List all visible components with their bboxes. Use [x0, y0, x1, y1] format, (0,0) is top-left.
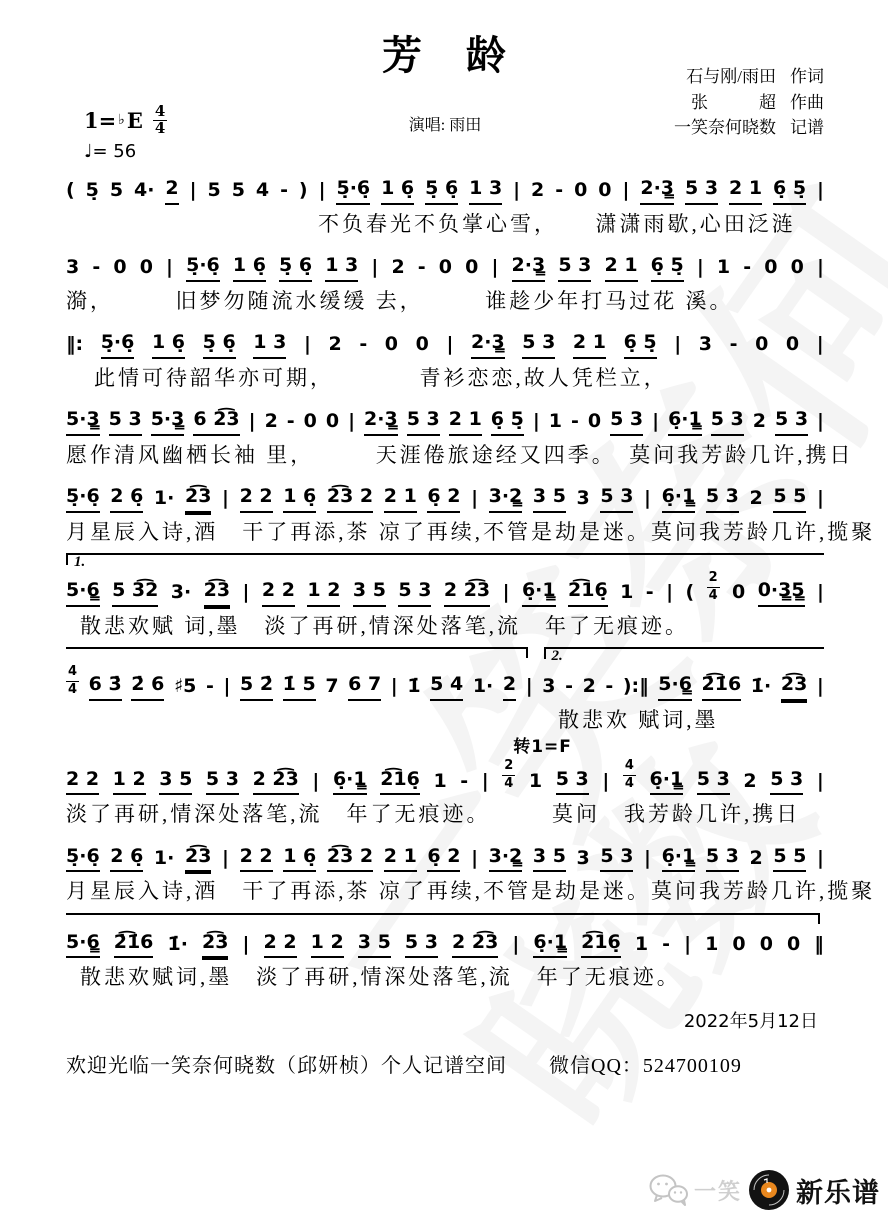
note-token: 6̣·1̳ — [522, 578, 556, 607]
lyrics-line: 淡了再研,情深处落笔,流 年了无痕迹。 莫问 我芳龄几许,携日 — [66, 802, 801, 827]
note-token: 0 — [303, 410, 317, 433]
barline: | — [644, 846, 651, 869]
barline: ‖: — [66, 333, 84, 356]
note-token: 5 3 — [711, 407, 744, 436]
note-token: 0·3̳5̳ — [758, 578, 805, 607]
note-token: 1 — [433, 769, 447, 792]
note-token: 5̣·6̣ — [101, 330, 135, 359]
note-token: 5 5 — [773, 484, 806, 513]
barline: | — [684, 932, 692, 955]
note-token: 2·3̳ — [471, 330, 505, 359]
note-token: 6̣ 5̣ — [491, 407, 524, 436]
note-token: 6̣ 5̣ — [651, 253, 684, 282]
barline: | — [817, 179, 824, 201]
note-token: ) — [298, 179, 308, 201]
volta-annotation — [66, 913, 820, 924]
note-token: 2 — [165, 176, 178, 205]
vinyl-record-icon — [747, 1168, 791, 1212]
note-token: 5̣·6̣ — [66, 844, 100, 873]
note-token: 2͡3 — [185, 484, 211, 513]
note-token: 6̣·1̳ — [668, 407, 702, 436]
barline: | — [242, 932, 250, 955]
lyrics-line: 月星辰入诗,酒 干了再添,茶 凉了再续,不管是劫是迷。莫问我芳龄几许,揽聚 — [66, 879, 876, 904]
barline: | — [348, 410, 356, 433]
note-token: 5 3 — [706, 484, 739, 513]
barline: | — [817, 410, 824, 433]
note-token: 5 — [109, 179, 124, 201]
note-token: 2 1 — [605, 253, 638, 282]
transcription-date: 2022年5月12日 — [683, 1010, 818, 1032]
barline: | — [816, 256, 824, 279]
note-token: 3 — [576, 487, 590, 510]
note-token: 5·6̳ — [66, 578, 100, 607]
lyrics-line: 漪， 旧梦勿随流水缓缓 去， 谁趁少年打马过花 溪。 — [66, 288, 734, 313]
note-token: 3· — [170, 581, 192, 604]
note-token: 1 2 — [113, 767, 146, 796]
note-token: 2 — [743, 769, 757, 792]
barline: | — [471, 846, 479, 869]
note-token: 2 — [328, 333, 342, 356]
barline: | — [602, 769, 610, 792]
note-token: 3 5 — [159, 767, 192, 796]
note-token: 2 2 — [264, 930, 297, 959]
note-token: 1̇· — [167, 932, 188, 955]
lyrics-line: 散悲欢赋词,墨 淡了再研,情深处落笔,流 年了无痕迹。 — [80, 965, 681, 990]
note-token: 2̇ 6 — [131, 672, 164, 701]
note-token: 2͡3 2 — [327, 484, 373, 513]
barline: | — [666, 581, 674, 604]
barline: | — [817, 581, 824, 604]
key-signature: 1= ♭ E $\frac{4}{4}$ — [84, 102, 166, 137]
note-token: - — [280, 179, 288, 201]
barline: | — [189, 179, 197, 201]
note-token: 5 3 — [556, 767, 589, 796]
key-note: E — [126, 107, 143, 133]
note-token: 5̣ 6̣ — [279, 253, 312, 282]
notation-line — [66, 330, 824, 359]
note-token: 2 2 — [240, 844, 273, 873]
note-token: 0 — [113, 256, 127, 279]
note-token: 2͡3 — [185, 844, 211, 873]
note-token: 5 3 — [109, 407, 142, 436]
note-token: 2 — [391, 256, 405, 279]
note-token: 6̣ 5̣ — [624, 330, 657, 359]
note-token: - — [359, 333, 368, 356]
publisher-logo — [647, 1168, 880, 1212]
note-token: 1· — [153, 487, 175, 510]
note-token: 3 5 — [533, 484, 566, 513]
tempo-marking: ♩= 56 — [84, 140, 137, 162]
note-token: 5 5 — [773, 844, 806, 873]
composer-role: 作曲 — [790, 92, 824, 112]
notation-line — [66, 758, 824, 795]
note-token: 5 3 — [610, 407, 643, 436]
note-token: - — [460, 769, 469, 792]
note-token: 3 — [698, 333, 713, 356]
volta-annotation — [66, 647, 528, 658]
volta-number: 2. — [551, 648, 563, 665]
note-token: 5 3͡2 — [112, 578, 158, 607]
note-token: 2 1 — [729, 176, 762, 205]
note-token: 2 6̣ — [110, 484, 143, 513]
note-token: 6̣ 5̣ — [773, 176, 806, 205]
note-token: 3 — [542, 675, 556, 698]
note-token: 6 2͡3 — [193, 407, 239, 436]
note-token: - — [605, 675, 614, 698]
note-token: 5 — [207, 179, 221, 201]
note-token: 1 3 — [325, 253, 358, 282]
note-token: 1 2 — [311, 930, 344, 959]
note-token: 2͡16̣ — [380, 767, 420, 796]
note-token: - — [205, 675, 214, 698]
system-1 — [66, 176, 824, 238]
note-token: 2·3̳ — [640, 176, 674, 205]
system-10 — [66, 930, 824, 992]
barline: | — [644, 487, 651, 510]
note-token: 1 6̣ — [233, 253, 266, 282]
note-token: 1 3 — [253, 330, 286, 359]
note-token: 5 3 — [405, 930, 438, 959]
note-token: ♯5 — [173, 675, 197, 698]
note-token: 5 — [231, 179, 245, 201]
note-token: 5 4 — [430, 672, 463, 701]
note-token: 5 3 — [600, 844, 633, 873]
note-token: 0 — [764, 256, 778, 279]
barline: | — [674, 333, 682, 356]
note-token: 3 5 — [533, 844, 566, 873]
note-token: - — [286, 410, 295, 433]
note-token: 1 — [716, 256, 731, 279]
note-token: 1 6̣ — [283, 844, 316, 873]
note-token: ( — [66, 179, 75, 201]
system-3 — [66, 330, 824, 392]
note-token: 1 — [620, 581, 634, 604]
note-token: 1 — [634, 932, 649, 955]
note-token: 0 — [787, 932, 801, 955]
notation-line — [66, 253, 824, 282]
note-token: 1̇· — [750, 675, 772, 698]
inline-time-signature: $\frac{2}{4}$ — [504, 758, 514, 792]
note-token: 5 3 — [697, 767, 730, 796]
note-token: 3 — [576, 846, 590, 869]
lyrics-line: 不负春光不负掌心雪， 潇潇雨歇,心田泛涟 — [318, 211, 796, 236]
barline: | — [816, 675, 824, 698]
note-token: 6̣·1̳ — [662, 484, 696, 513]
note-token: 2 — [749, 487, 763, 510]
notation-line — [66, 844, 824, 873]
note-token: 0 — [438, 256, 453, 279]
barline: | — [816, 487, 824, 510]
barline: | — [622, 179, 630, 201]
note-token: 5 2̇ — [240, 672, 273, 701]
note-token: 5·3̳ — [151, 407, 185, 436]
note-token: 5 3 — [522, 330, 555, 359]
note-token: 1 — [548, 410, 562, 433]
welcome-line: 欢迎光临一笑奈何晓数（邱妍桢）个人记谱空间 微信QQ：524700109 — [66, 1054, 742, 1077]
note-token: 1̇ 5 — [283, 672, 316, 701]
note-token: 2 — [503, 672, 516, 701]
barline: | — [446, 333, 454, 356]
barline: | — [652, 410, 660, 433]
logo-faint-text: 一笑 — [693, 1178, 742, 1204]
notation-line — [66, 176, 824, 205]
note-token: 2̇͡1̇6 — [702, 672, 742, 701]
note-token: 5 3 — [206, 767, 239, 796]
barline: | — [816, 846, 824, 869]
note-token: - — [565, 675, 573, 698]
lyricist-name: 石与刚/雨田 — [686, 67, 776, 86]
time-signature: $\frac{4}{4}$ — [154, 102, 166, 137]
lyrics-line: 月星辰入诗,酒 干了再添,茶 凉了再续,不管是劫是迷。莫问我芳龄几许,揽聚 — [66, 519, 876, 544]
barline: | — [513, 179, 521, 201]
barline: | — [532, 410, 540, 433]
barline: | — [248, 410, 256, 433]
note-token: 5̣ 6̣ — [203, 330, 236, 359]
barline: | — [471, 487, 479, 510]
note-token: 3·2̳ — [489, 844, 523, 873]
note-token: 0 — [759, 932, 773, 955]
transcriber-name: 一笑奈何晓数 — [674, 118, 776, 137]
system-7 — [66, 648, 824, 734]
note-token: 1· — [472, 675, 494, 698]
note-token: 1 2 — [307, 578, 340, 607]
note-token: 2͡3 — [204, 578, 230, 607]
note-token: 5 3 — [407, 407, 440, 436]
note-token: 5̣ 6̣ — [425, 176, 458, 205]
note-token: 2 2 — [66, 767, 99, 796]
note-token: 2·3̳ — [364, 407, 398, 436]
note-token: - — [417, 256, 426, 279]
wechat-icon — [647, 1173, 689, 1207]
brand-name: 新乐谱 — [796, 1177, 880, 1209]
note-token: 5·6̳ — [658, 672, 692, 701]
system-8 — [66, 737, 824, 828]
barline: | — [491, 256, 499, 279]
note-token: 0 — [732, 581, 746, 604]
system-2 — [66, 253, 824, 315]
barline: | — [222, 487, 229, 510]
system-6 — [66, 554, 824, 640]
note-token: 2 2 — [262, 578, 295, 607]
barline: ‖ — [814, 932, 824, 955]
note-token: 6̣ 2 — [427, 844, 460, 873]
barline: | — [222, 846, 229, 869]
note-token: 1 6̣ — [152, 330, 185, 359]
barline: | — [481, 769, 489, 792]
note-token: - — [729, 333, 738, 356]
barline: | — [525, 675, 533, 698]
note-token: 2͡3 2 — [327, 844, 373, 873]
barline: | — [816, 769, 824, 792]
note-token: 0 — [415, 333, 429, 356]
note-token: 2 2͡3 — [452, 930, 498, 959]
notation-line — [66, 570, 824, 607]
note-token: 5̣·6̣ — [186, 253, 220, 282]
note-token: 2͡16̣ — [568, 578, 608, 607]
note-token: 2 6̣ — [110, 844, 143, 873]
barline: | — [312, 769, 320, 792]
notation-line — [66, 930, 824, 959]
lyrics-line: 此情可待韶华亦可期， 青衫恋恋,故人凭栏立， — [94, 365, 668, 390]
note-token: 1 — [705, 932, 719, 955]
key-change-annotation: 转1=F — [513, 737, 572, 758]
note-token: 1 6̣ — [381, 176, 414, 205]
barline: | — [512, 932, 520, 955]
lyrics-line: 散悲欢 赋词,墨 — [558, 708, 719, 733]
note-token: 5 3 — [685, 176, 718, 205]
note-token: - — [743, 256, 752, 279]
inline-time-signature: $\frac{2}{4}$ — [708, 570, 718, 604]
note-token: 0 — [598, 179, 612, 201]
note-token: 2 1 — [573, 330, 606, 359]
note-token: 0 — [325, 410, 340, 433]
barline: | — [223, 675, 231, 698]
note-token: 2 — [582, 675, 596, 698]
note-token: 5 3 — [398, 578, 431, 607]
note-token: 0 — [785, 333, 800, 356]
barline: | — [242, 581, 250, 604]
singer-label: 演唱: 雨田 — [408, 117, 482, 134]
notation-line — [66, 407, 824, 436]
note-token: 2 1 — [449, 407, 482, 436]
note-token: 5 3 — [706, 844, 739, 873]
inline-time-signature: $\frac{4}{4}$ — [624, 758, 634, 792]
composer-name: 张 超 — [691, 92, 776, 112]
barline: | — [696, 256, 704, 279]
note-token: 5·3̳ — [66, 407, 100, 436]
note-token: 0 — [574, 179, 588, 201]
note-token: 1 6̣ — [283, 484, 316, 513]
note-token: 1 3 — [469, 176, 502, 205]
note-token: 3 5 — [353, 578, 386, 607]
volta-annotation — [66, 553, 824, 571]
note-token: 5 3 — [558, 253, 591, 282]
note-token: 0 — [465, 256, 479, 279]
note-token: 6̣ 2 — [427, 484, 460, 513]
note-token: 2͡16̣ — [581, 930, 621, 959]
note-token: 5·6̳ — [66, 930, 100, 959]
volta-annotation — [544, 647, 824, 665]
note-token: 5 3 — [775, 407, 808, 436]
note-token: 6 3̇ — [89, 672, 122, 701]
note-token: 5̣·6̣ — [336, 176, 370, 205]
note-token: 2 2͡3 — [253, 767, 299, 796]
note-token: ( — [685, 581, 695, 604]
note-token: 1 — [528, 769, 543, 792]
barline: | — [816, 333, 824, 356]
note-token: 3 — [66, 256, 80, 279]
note-token: 6̣·1̳ — [662, 844, 696, 873]
note-token: 2 1 — [384, 484, 417, 513]
lyrics-line: 散悲欢赋 词,墨 淡了再研,情深处落笔,流 年了无痕迹。 — [80, 613, 689, 638]
key-prefix: 1= — [84, 107, 117, 133]
note-token: 2̇͡1̇6 — [114, 930, 154, 959]
barline: | — [166, 256, 173, 279]
note-token: 4· — [134, 179, 155, 201]
score-body — [66, 176, 876, 992]
note-token: 2 — [531, 179, 545, 201]
note-token: 0 — [790, 256, 804, 279]
note-token: 3 5 — [358, 930, 391, 959]
note-token: 6̣·1̳ — [533, 930, 567, 959]
inline-time-signature: $\frac{4}{4}$ — [68, 664, 78, 698]
lyricist-credit — [674, 64, 824, 90]
note-token: 1· — [153, 846, 175, 869]
note-token: 3·2̳ — [489, 484, 523, 513]
system-5 — [66, 484, 876, 546]
barline: ):‖ — [622, 675, 649, 698]
barline: | — [318, 179, 326, 201]
note-token: 0 — [732, 932, 746, 955]
note-token: - — [92, 256, 101, 279]
note-token: - — [555, 179, 564, 201]
system-9 — [66, 844, 876, 906]
note-token: 6 7 — [348, 672, 381, 701]
notation-line — [66, 484, 824, 513]
note-token: - — [645, 581, 654, 604]
note-token: 4 — [255, 179, 270, 201]
score-header — [66, 67, 824, 164]
note-token: 0 — [587, 410, 602, 433]
note-token: 2 2 — [240, 484, 273, 513]
system-4 — [66, 407, 854, 469]
note-token: 1̇ — [407, 675, 421, 698]
volta-number: 1. — [74, 554, 86, 571]
note-token: 2͡3 — [781, 672, 807, 701]
note-token: 5̣ — [85, 179, 99, 201]
barline: | — [502, 581, 510, 604]
note-token: 5 3 — [770, 767, 803, 796]
note-token: 2 — [264, 410, 278, 433]
note-token: 2·3̳ — [512, 253, 546, 282]
note-token: 0 — [755, 333, 769, 356]
note-token: 0 — [384, 333, 399, 356]
notation-line — [66, 664, 824, 701]
barline: | — [390, 675, 398, 698]
note-token: 6̣·1̳ — [333, 767, 367, 796]
note-token: 2 — [749, 846, 763, 869]
note-token: 6̣·1̳ — [650, 767, 684, 796]
note-token: 7 — [325, 675, 339, 698]
note-token: 2 — [752, 410, 766, 433]
note-token: 2 1 — [384, 844, 417, 873]
note-token: - — [662, 932, 671, 955]
transcriber-role: 记谱 — [790, 118, 824, 137]
barline: | — [303, 333, 311, 356]
song-title: 芳 龄 — [382, 33, 508, 78]
lyricist-role: 作词 — [790, 67, 824, 86]
lyrics-line: 愿作清风幽栖长袖 里， 天涯倦旅途经又四季。 莫问我芳龄几许,携日 — [66, 442, 854, 467]
note-token: 2͡3 — [202, 930, 228, 959]
barline: | — [371, 256, 379, 279]
note-token: 2 2͡3 — [444, 578, 490, 607]
note-token: 5 3 — [600, 484, 633, 513]
note-token: - — [570, 410, 579, 433]
note-token: 5̣·6̣ — [66, 484, 100, 513]
note-token: 0 — [139, 256, 153, 279]
